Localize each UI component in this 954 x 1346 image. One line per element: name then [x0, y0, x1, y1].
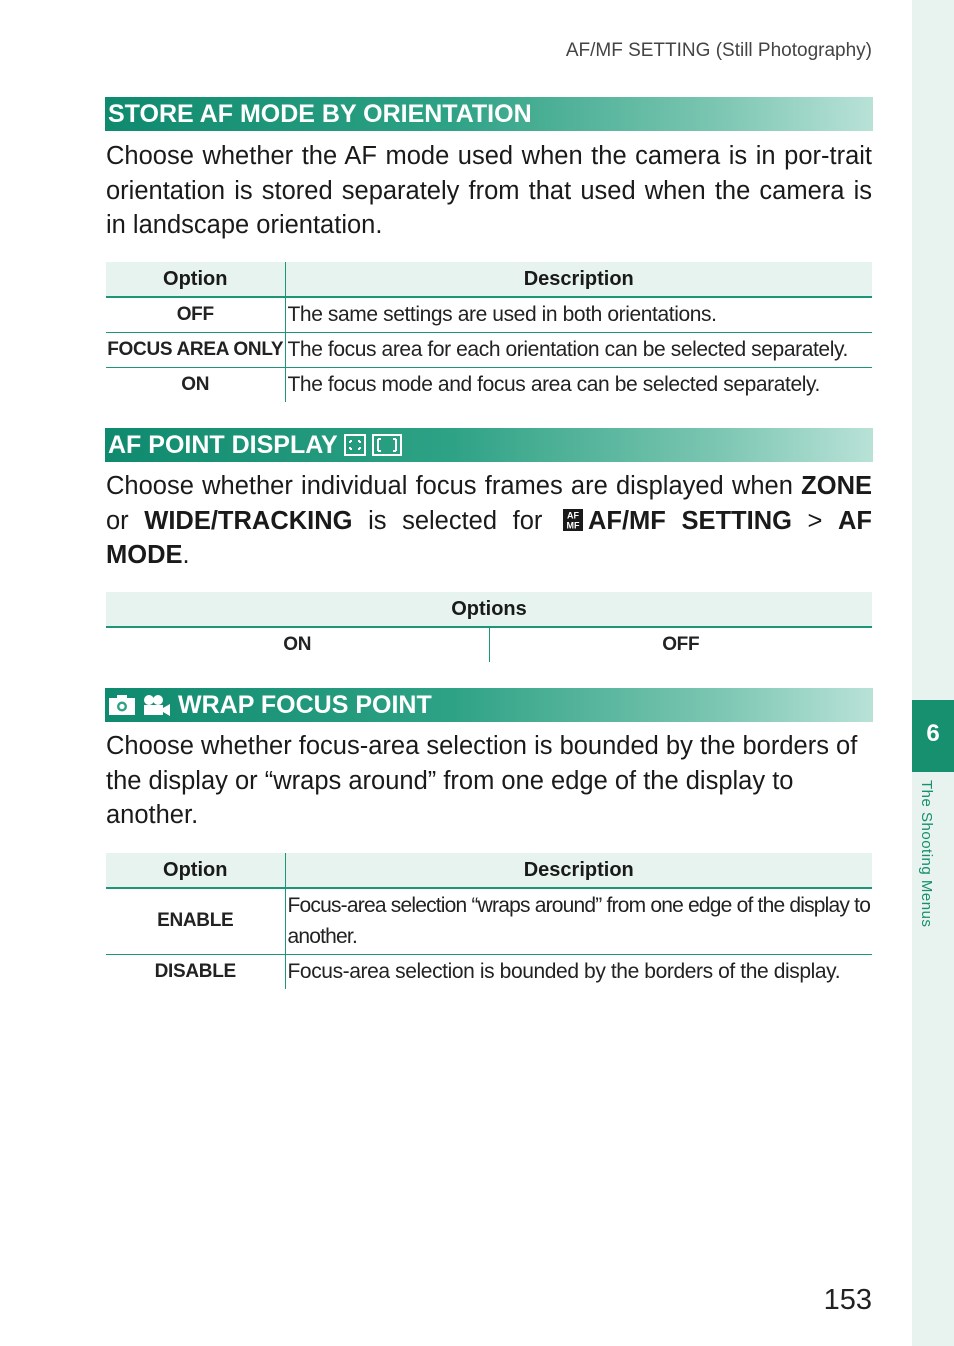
section-body-store: Choose whether the AF mode used when the camera is in por-trait orientation is stored separately from that used when the camera is in landscape orientation.	[106, 142, 872, 239]
table-row	[106, 954, 872, 989]
option-name: ON	[106, 367, 285, 402]
column-header-option: Option	[106, 262, 285, 297]
body-text-part: >	[791, 506, 839, 535]
option-description: The focus mode and focus area can be selected separately.	[287, 373, 820, 397]
option-description: Focus-area selection is bounded by the borders of the display.	[287, 960, 841, 984]
option-description: Focus-area selection “wraps around” from one edge of the display to another.	[285, 888, 872, 954]
section-body-wrap: Choose whether focus-area selection is bounded by the borders of the display or “wraps around” from one edge of the display to another.	[106, 732, 858, 829]
section-body-af-point	[106, 469, 872, 573]
options-header: Options	[106, 592, 872, 627]
menu-option-zone: ZONE	[801, 472, 872, 500]
column-header-description: Description	[285, 262, 872, 297]
body-text-part: .	[182, 541, 190, 569]
option-name: DISABLE	[106, 954, 285, 989]
body-text-part: or	[106, 506, 145, 535]
chapter-number: 6	[912, 700, 954, 772]
still-camera-icon	[108, 694, 136, 716]
option-description: The same settings are used in both orientations.	[285, 297, 872, 332]
af-point-options-table	[106, 592, 872, 662]
section-title-af-point-display	[105, 428, 873, 462]
wide-frame-icon	[372, 434, 402, 456]
option-on: ON	[106, 627, 489, 662]
table-row	[106, 627, 872, 662]
option-name: FOCUS AREA ONLY	[106, 332, 285, 367]
menu-item-af-mode: AF MODE	[106, 506, 873, 569]
option-name: ENABLE	[106, 888, 285, 954]
body-text-part: is selected for	[352, 506, 558, 535]
section-title-text: WRAP FOCUS POINT	[178, 691, 432, 719]
section-title-store-af-mode	[105, 97, 873, 131]
option-off: OFF	[662, 634, 700, 655]
body-text-part: Choose whether individual focus frames are displayed when	[106, 472, 802, 500]
svg-text:MF: MF	[566, 520, 580, 530]
section-title-text: AF POINT DISPLAY	[108, 431, 338, 459]
menu-name-af-mf-setting: AF/MF SETTING	[587, 506, 792, 535]
af-mf-menu-icon	[562, 508, 584, 532]
column-header-option: Option	[106, 853, 285, 888]
movie-camera-icon	[142, 694, 172, 716]
table-row	[106, 888, 872, 954]
chapter-side-tab	[912, 0, 954, 1346]
table-row	[106, 332, 872, 367]
column-header-description: Description	[285, 853, 872, 888]
chapter-label: The Shooting Menus	[918, 780, 935, 928]
store-options-table	[106, 262, 872, 402]
option-description: The focus area for each orientation can be selected separately.	[285, 332, 872, 367]
wrap-options-table	[106, 853, 872, 989]
svg-text:AF: AF	[566, 510, 579, 520]
single-point-frame-icon	[344, 434, 366, 456]
section-title-wrap-focus-point	[105, 688, 873, 722]
page-number: 153	[823, 1284, 872, 1316]
table-row	[106, 367, 872, 402]
option-name: OFF	[106, 297, 285, 332]
running-head: AF/MF SETTING (Still Photography)	[565, 40, 872, 61]
table-row	[106, 297, 872, 332]
menu-option-wide-tracking: WIDE/TRACKING	[144, 506, 353, 535]
section-title-text: STORE AF MODE BY ORIENTATION	[108, 100, 532, 128]
